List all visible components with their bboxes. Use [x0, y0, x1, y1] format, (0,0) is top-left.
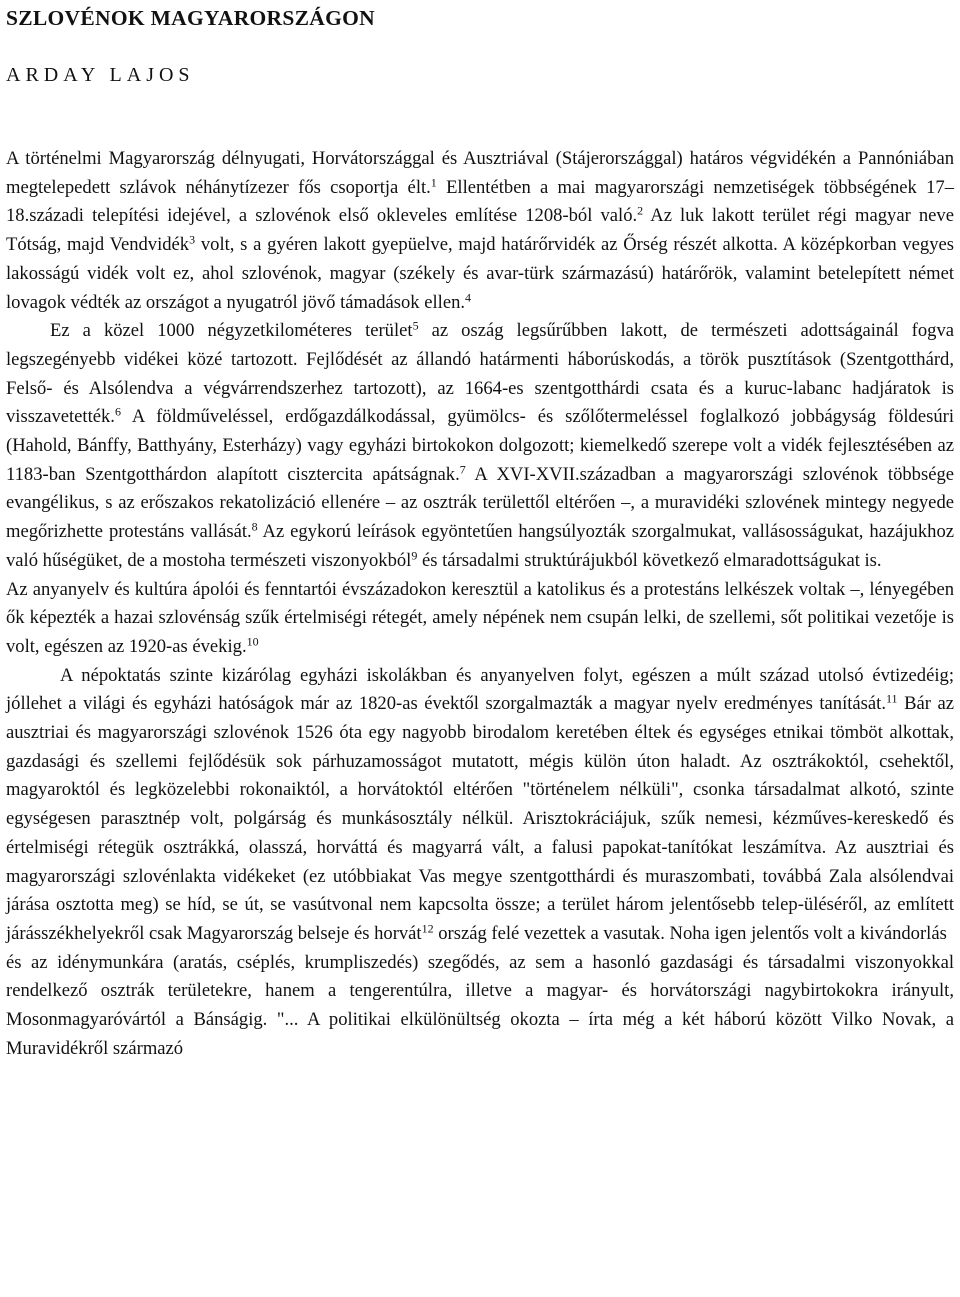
footnote-marker: 9: [411, 548, 418, 563]
paragraph-text: A XVI-XVII.században a magyarországi szlovénok többsége evangélikus, s az erőszakos rekatolizáció ellenére – az osztrák területtől eltérően –, a muravidéki szlovének mintegy negyede megőrizhette protestáns vallását.: [6, 463, 954, 543]
paragraph: [6, 576, 954, 662]
paragraph: [6, 145, 954, 317]
paragraph: [6, 662, 954, 949]
footnote-marker: 11: [886, 691, 898, 706]
paragraph-text: A népoktatás szinte kizárólag egyházi iskolákban és anyanyelven folyt, egészen a múlt század utolsó évtizedéig; jóllehet a világi és egyházi hatóságok már az 1820-as évektől szorgalmazták a magyar nyelv eredményes tanítását.: [6, 664, 954, 715]
paragraph-text: Ellentétben a mai magyarországi nemzetiségek többségének 17–18.századi telepítési idejével, a szlovénok első okleveles említése 1208-ból való.: [6, 176, 954, 227]
footnote-marker: 4: [465, 289, 472, 304]
document-title: SZLOVÉNOK MAGYARORSZÁGON: [6, 6, 375, 30]
footnote-marker: 6: [114, 404, 121, 419]
paragraph-text: Ez a közel 1000 négyzetkilométeres terület: [50, 320, 413, 342]
paragraph-text: és társadalmi struktúrájukból következő elmaradottságukat is.: [417, 549, 882, 571]
article-body: [6, 145, 954, 1064]
footnote-marker: 2: [637, 203, 644, 218]
footnote-marker: 3: [189, 232, 196, 247]
footnote-marker: 5: [412, 318, 419, 333]
paragraph-text: Az egykorú leírások egyöntetűen hangsúlyozták szorgalmukat, vallásosságukat, hazájukhoz való hűségüket, de a mostoha természeti viszonyokból: [6, 521, 954, 571]
paragraph-text: A történelmi Magyarország délnyugati, Horvátországgal és Ausztriával (Stájerországgal) határos végvidékén a Pannóniában megtelepedett szlávok néhánytízezer fős csoportja élt.: [6, 148, 954, 198]
paragraph: [6, 317, 954, 575]
paragraph-text: és az idénymunkára (aratás, cséplés, krumpliszedés) szegődés, az sem a hasonló gazdasági és társadalmi viszonyokkal rendelkező osztrák területekre, hanem a tengerentúlra, illetve a magyar- és horvátországi nagybirtokokra irányult, Mosonmagyaróvártól a Bánságig. "... A politikai elkülönültség okozta – írta még a két háború között Vilko Novak, a Muravidékről származó: [6, 951, 954, 1059]
paragraph-text: Az luk lakott terület régi magyar neve Tótság, majd Vendvidék: [6, 205, 954, 256]
paragraph-text: az oszág legsűrűbben lakott, de természeti adottságainál fogva legszegényebb vidékei közé tartozott. Fejlődését az állandó határmenti háborúskodás, a török pusztítások (Szentgotthárd, Felső- és Alsólendva a végvárrendszerhez tartozott), az 1664-es szentgotthárdi csata és a kuruc-labanc hadjáratok is visszavetették.: [6, 320, 954, 428]
footnote-marker: 1: [430, 175, 437, 190]
author-name: ARDAY LAJOS: [6, 64, 195, 86]
paragraph-text: A földműveléssel, erdőgazdálkodással, gyümölcs- és szőlőtermeléssel foglalkozó jobbágyság földesúri (Hahold, Bánffy, Batthyány, Esterházy) vagy egyházi birtokokon dolgozott; kiemelkedő szerepe volt a vidék fejlesztésében az 1183-ban Szentgotthárdon alapított cisztercita apátságnak.: [6, 406, 954, 485]
footnote-marker: 12: [421, 921, 434, 936]
paragraph-text: Az anyanyelv és kultúra ápolói és fenntartói évszázadokon keresztül a katolikus és a protestáns lelkészek voltak –, lényegében ők képezték a hazai szlovénság szűk értelmiségi rétegét, amely népének nem csupán lelki, de szellemi, sőt politikai vezetője is volt, egészen az 1920-as évekig.: [6, 578, 954, 657]
paragraph-text: volt, s a gyéren lakott gyepüelve, majd határőrvidék az Őrség részét alkotta. A középkorban vegyes lakosságú vidék volt ez, ahol szlovénok, magyar (székely és avar-türk származású) határőrök, valamint betelepített német lovagok védték az országot a nyugatról jövő támadások ellen.: [6, 234, 954, 313]
footnote-marker: 7: [459, 462, 466, 477]
paragraph: [6, 949, 954, 1064]
footnote-marker: 8: [251, 519, 258, 534]
paragraph-text: ország felé vezettek a vasutak. Noha igen jelentős volt a kivándorlás: [433, 922, 947, 944]
footnote-marker: 10: [246, 634, 259, 649]
paragraph-text: Bár az ausztriai és magyarországi szlovénok 1526 óta egy nagyobb birodalom keretében éltek és egységes etnikai tömböt alkottak, gazdasági és szellemi fejlődésük sok párhuzamosságot mutatott, mégis külön úton haladt. Az osztrákoktól, csehektől, magyaroktól és legközelebbi rokonaiktól, a horvátoktól eltérően "történelem nélküli", csonka társadalmat alkotó, szinte egységesen parasztnép volt, polgárság és munkásosztály nélkül. Arisztokráciájuk, szűk nemesi, kézműves-kereskedő és értelmiségi rétegük osztrákká, olasszá, horváttá és magyarrá vált, a falusi papokat-tanítókat leszámítva. Az ausztriai és magyarországi szlovénlakta vidékeket (ez utóbbiakat Vas megye szentgotthárdi és muraszombati, továbbá Zala alsólendvai járása osztotta meg) se híd, se út, se vasútvonal nem kapcsolta össze; a terület három jelentősebb telep-üléséről, az említett járásszékhelyekről csak Magyarország belseje és horvát: [6, 693, 955, 944]
